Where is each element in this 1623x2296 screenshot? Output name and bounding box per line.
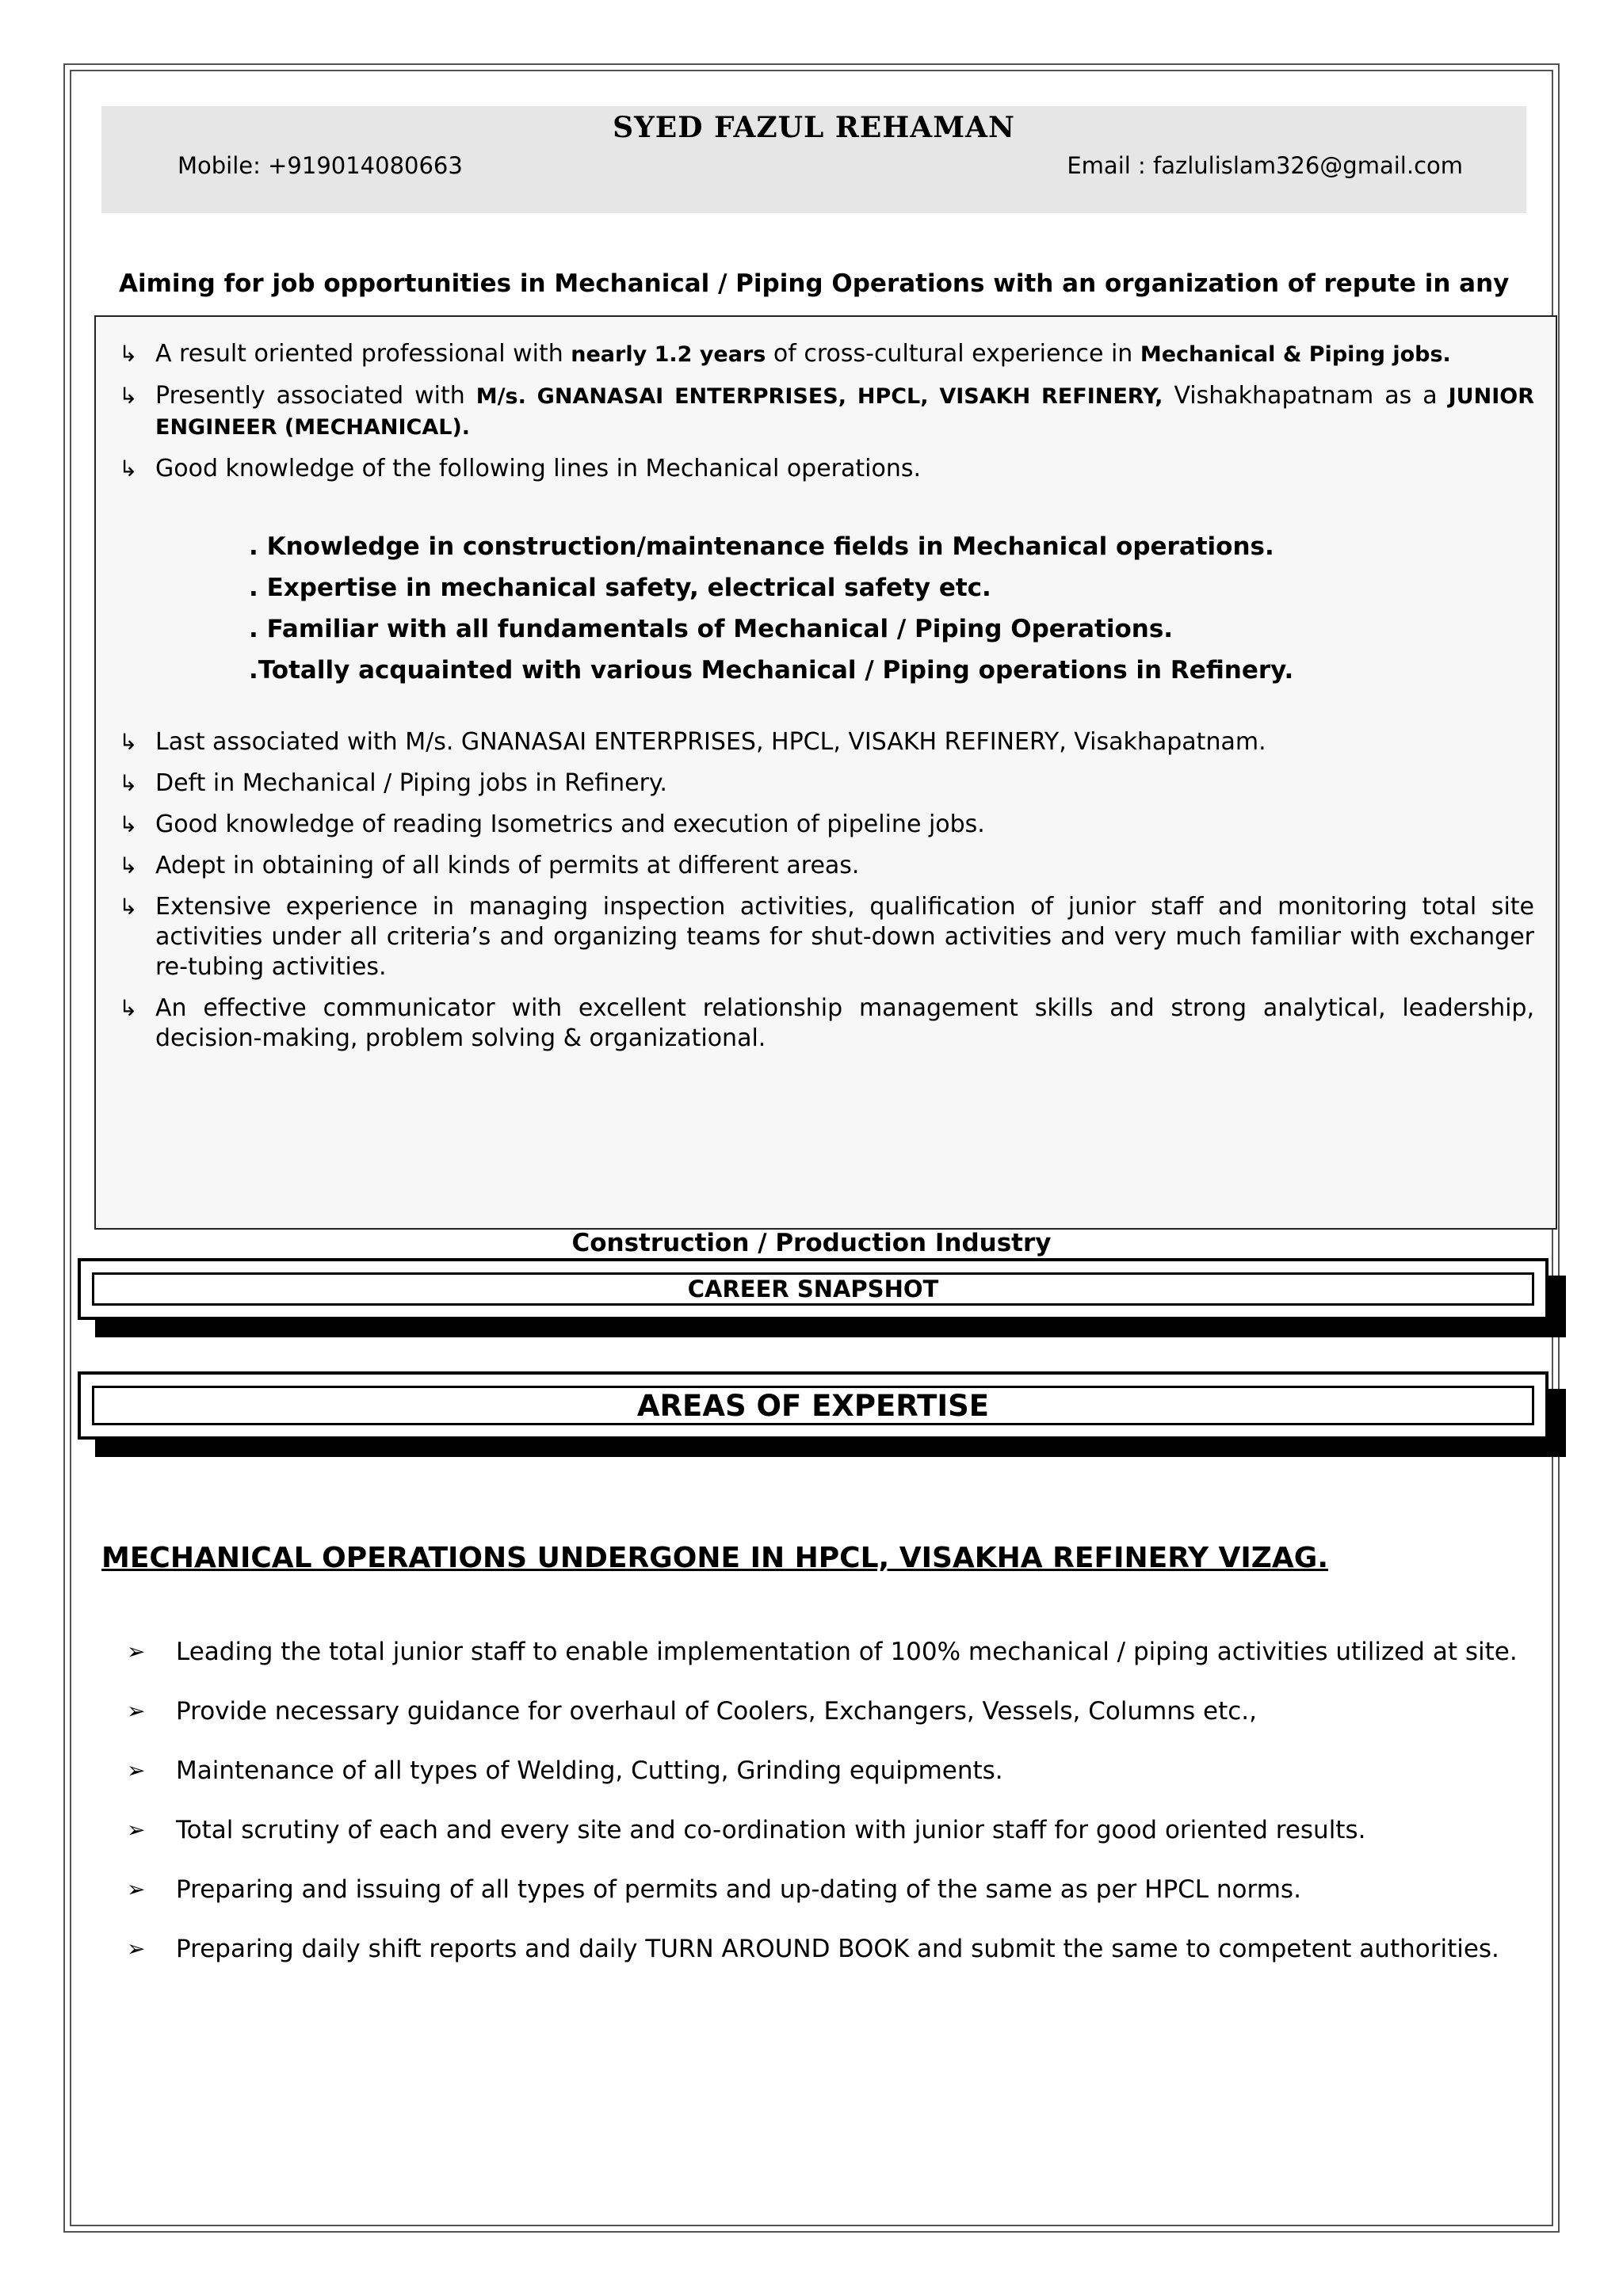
industry-label: Construction / Production Industry [571, 1229, 1052, 1257]
list-item: ↳ Presently associated with M/s. GNANASAI ENTERPRISES, HPCL, VISAKH REFINERY, Vishakhapatnam as a JUNIOR ENGINEER (MECHANICAL). [119, 382, 1534, 440]
arrow-bullet-icon: ➢ [127, 1817, 146, 1843]
list-item: . Knowledge in construction/maintenance fields in Mechanical operations. [249, 532, 1274, 561]
knowledge-sublist [249, 526, 1293, 691]
list-item: ↳ Extensive experience in managing inspection activities, qualification of junior staff and monitoring total site activities under all criteria’s and organizing teams for shut-down activities and very much familiar with exchanger re-tubing activities. [119, 893, 1534, 981]
mobile-number: Mobile: +919014080663 [178, 152, 463, 179]
arrow-bullet-icon: ➢ [127, 1876, 146, 1902]
list-item: . Familiar with all fundamentals of Mechanical / Piping Operations. [249, 615, 1174, 643]
bullet-arrow-icon: ↳ [119, 995, 138, 1021]
list-item: .Totally acquainted with various Mechanical / Piping operations in Refinery. [249, 656, 1294, 685]
summary-list-bottom [119, 727, 1534, 1065]
list-item: ➢ Preparing and issuing of all types of permits and up-dating of the same as per HPCL norms. [127, 1875, 1301, 1904]
list-item: . Expertise in mechanical safety, electrical safety etc. [249, 574, 991, 602]
banner-title: AREAS OF EXPERTISE [92, 1386, 1534, 1425]
arrow-bullet-icon: ➢ [127, 1757, 146, 1783]
career-snapshot-banner [78, 1258, 1549, 1320]
list-item: ↳ Last associated with M/s. GNANASAI ENTERPRISES, HPCL, VISAKH REFINERY, Visakhapatnam. [119, 728, 1266, 756]
bullet-arrow-icon: ↳ [119, 341, 138, 367]
list-item: ➢ Leading the total junior staff to enable implementation of 100% mechanical / piping activities utilized at site. [127, 1638, 1518, 1666]
email-address: Email : fazlulislam326@gmail.com [1067, 152, 1463, 179]
list-item: ↳ An effective communicator with excellent relationship management skills and strong analytical, leadership, decision-making, problem solving & organizational. [119, 994, 1534, 1052]
resume-header [101, 106, 1526, 213]
list-item: ➢ Provide necessary guidance for overhaul of Coolers, Exchangers, Vessels, Columns etc., [127, 1697, 1257, 1726]
list-item: ↳ Good knowledge of the following lines in Mechanical operations. [119, 455, 922, 482]
bullet-arrow-icon: ↳ [119, 729, 138, 755]
arrow-bullet-icon: ➢ [127, 1698, 146, 1724]
bullet-arrow-icon: ↳ [119, 852, 138, 879]
list-item: ↳ Deft in Mechanical / Piping jobs in Refinery. [119, 769, 667, 797]
list-item: ↳ Good knowledge of reading Isometrics and execution of pipeline jobs. [119, 810, 985, 838]
list-item: ↳ A result oriented professional with nearly 1.2 years of cross-cultural experience in Mechanical & Piping jobs. [119, 340, 1451, 368]
bullet-arrow-icon: ↳ [119, 894, 138, 920]
bullet-arrow-icon: ↳ [119, 383, 138, 409]
bullet-arrow-icon: ↳ [119, 770, 138, 796]
bullet-arrow-icon: ↳ [119, 811, 138, 837]
bullet-arrow-icon: ↳ [119, 456, 138, 482]
arrow-bullet-icon: ➢ [127, 1936, 146, 1962]
list-item: ➢ Total scrutiny of each and every site and co-ordination with junior staff for good oriented results. [127, 1816, 1366, 1844]
areas-of-expertise-banner [78, 1371, 1549, 1440]
operations-list [127, 1637, 1522, 1993]
banner-title: CAREER SNAPSHOT [92, 1272, 1534, 1306]
candidate-name: SYED FAZUL REHAMAN [613, 111, 1015, 144]
arrow-bullet-icon: ➢ [127, 1638, 146, 1665]
list-item: ➢ Maintenance of all types of Welding, Cutting, Grinding equipments. [127, 1756, 1003, 1785]
career-objective: Aiming for job opportunities in Mechanical / Piping Operations with an organization of repute in any [119, 269, 1510, 298]
list-item: ↳ Adept in obtaining of all kinds of permits at different areas. [119, 852, 860, 879]
section-title: MECHANICAL OPERATIONS UNDERGONE IN HPCL, VISAKHA REFINERY VIZAG. [101, 1542, 1328, 1574]
list-item: ➢ Preparing daily shift reports and daily TURN AROUND BOOK and submit the same to competent authorities. [127, 1935, 1499, 1963]
summary-list-top [119, 339, 1534, 495]
